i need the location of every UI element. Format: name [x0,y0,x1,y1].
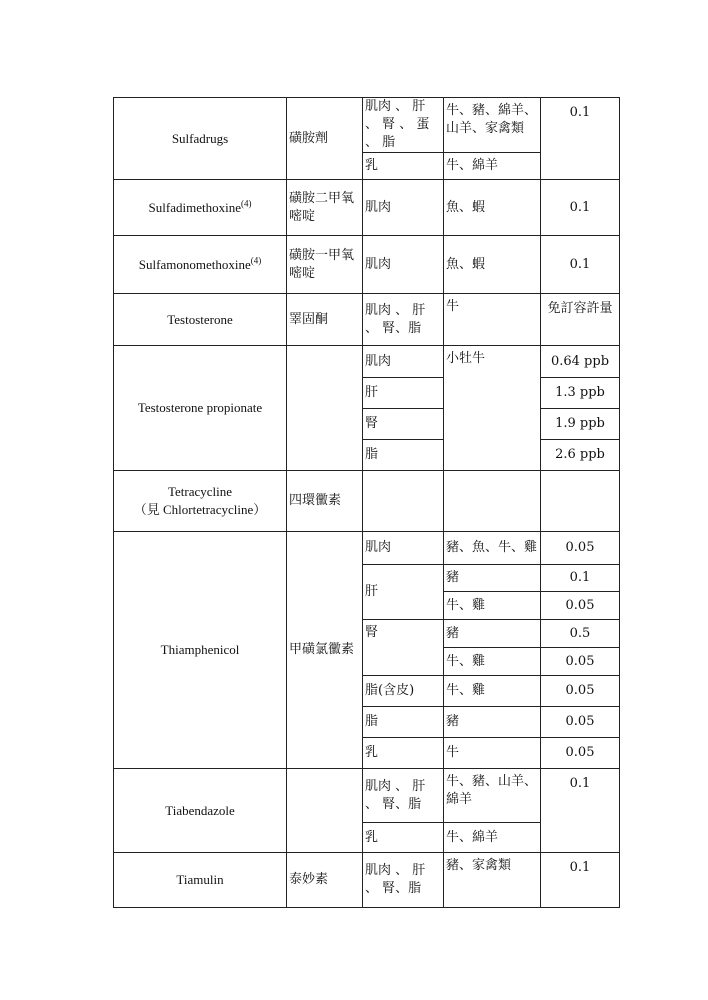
drug-name-en: Tiabendazole [114,769,287,853]
species-cell: 魚、蝦 [444,180,541,236]
table-row [114,236,620,294]
table-row [114,532,620,565]
species-cell: 牛、雞 [444,676,541,707]
species-cell: 牛 [444,294,541,346]
species-cell [444,471,541,532]
tissue-cell: 乳 [363,823,444,853]
tissue-cell: 肝 [363,565,444,620]
drug-name-zh: 磺胺二甲氧嘧啶 [287,180,363,236]
limit-cell: 0.1 [541,769,620,853]
table-row [114,471,620,532]
limit-cell: 0.1 [541,853,620,908]
tissue-cell: 肝 [363,378,444,409]
species-cell: 魚、蝦 [444,236,541,294]
species-cell: 牛、綿羊 [444,153,541,180]
species-cell: 豬 [444,620,541,648]
limit-cell: 0.1 [541,236,620,294]
drug-name-en: Testosterone [114,294,287,346]
tissue-cell [363,471,444,532]
table-row [114,180,620,236]
species-cell: 小牡牛 [444,346,541,471]
limit-cell: 0.05 [541,592,620,620]
drug-name-en: Tiamulin [114,853,287,908]
tissue-cell: 脂(含皮) [363,676,444,707]
tissue-cell: 肌肉 [363,236,444,294]
drug-crossref: （見 Chlortetracycline） [133,502,267,517]
limit-cell: 0.05 [541,676,620,707]
drug-name-en: Sulfadrugs [114,98,287,180]
limit-cell: 0.1 [541,565,620,592]
species-cell: 牛、豬、山羊、綿羊 [444,769,541,823]
table-row [114,853,620,908]
drug-name-en-text: Sulfamonomethoxine [138,256,251,272]
drug-name-zh: 四環黴素 [287,471,363,532]
drug-name-en: Thiamphenicol [114,532,287,769]
species-cell: 牛 [444,738,541,769]
tissue-cell: 脂 [363,440,444,471]
table-row [114,346,620,378]
drug-name-en: Testosterone propionate [114,346,287,471]
species-cell: 牛、綿羊 [444,823,541,853]
tissue-cell: 肌肉 [363,532,444,565]
tissue-cell: 乳 [363,738,444,769]
limit-cell: 0.1 [541,180,620,236]
limit-cell: 0.64 ppb [541,346,620,378]
drug-name-en-text: Sulfadimethoxine [148,199,241,215]
tissue-cell: 肌肉 、 肝 、 腎、脂 [363,294,444,346]
drug-name-zh [287,346,363,471]
limit-cell: 0.5 [541,620,620,648]
residue-limits-table [113,97,620,908]
drug-name-zh: 磺胺一甲氧嘧啶 [287,236,363,294]
limit-cell: 2.6 ppb [541,440,620,471]
limit-cell: 免訂容許量 [541,294,620,346]
drug-name-zh [287,769,363,853]
limit-cell: 0.05 [541,648,620,676]
drug-name-zh: 甲磺氯黴素 [287,532,363,769]
table-row [114,769,620,823]
species-cell: 牛、雞 [444,592,541,620]
species-cell: 牛、豬、綿羊、山羊、家禽類 [444,98,541,153]
species-cell: 豬 [444,707,541,738]
species-cell: 豬、家禽類 [444,853,541,908]
limit-cell: 0.1 [541,98,620,180]
tissue-cell: 乳 [363,153,444,180]
limit-cell: 1.9 ppb [541,409,620,440]
species-cell: 豬、魚、牛、雞 [444,532,541,565]
drug-name-zh: 泰妙素 [287,853,363,908]
tissue-cell: 腎 [363,620,444,676]
limit-cell [541,471,620,532]
table-row [114,294,620,346]
species-cell: 牛、雞 [444,648,541,676]
drug-name-en-text: Tetracycline [167,484,233,499]
tissue-cell: 肌肉 、 肝 、 腎 、 蛋 、 脂 [363,98,444,153]
drug-name-en [114,236,287,294]
tissue-cell: 脂 [363,707,444,738]
tissue-cell: 肌肉 、 肝 、 腎、脂 [363,853,444,908]
limit-cell: 1.3 ppb [541,378,620,409]
table-row [114,98,620,153]
tissue-cell: 肌肉 、 肝 、 腎、脂 [363,769,444,823]
drug-name-zh: 睪固酮 [287,294,363,346]
tissue-cell: 肌肉 [363,346,444,378]
tissue-cell: 腎 [363,409,444,440]
tissue-cell: 肌肉 [363,180,444,236]
species-cell: 豬 [444,565,541,592]
limit-cell: 0.05 [541,707,620,738]
drug-name-zh: 磺胺劑 [287,98,363,180]
drug-name-en [114,180,287,236]
footnote-mark: (4) [250,255,262,266]
limit-cell: 0.05 [541,532,620,565]
limit-cell: 0.05 [541,738,620,769]
footnote-mark: (4) [240,198,252,209]
drug-name-en [114,471,287,532]
